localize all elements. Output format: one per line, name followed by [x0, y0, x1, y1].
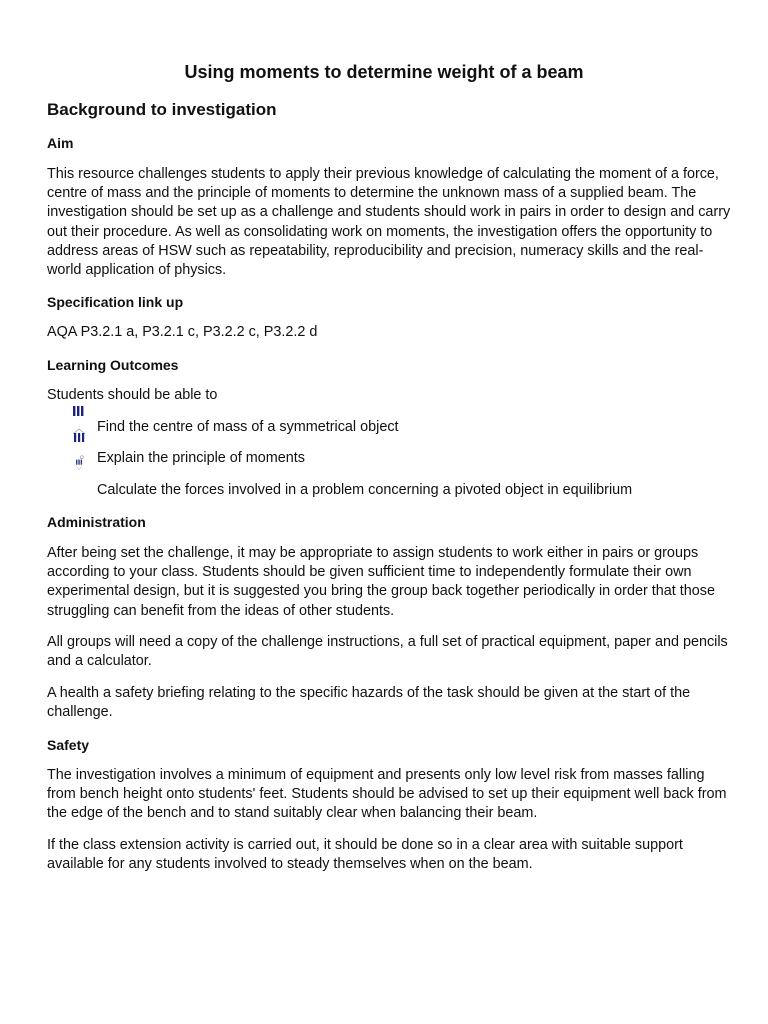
learning-outcomes-heading: Learning Outcomes	[47, 357, 179, 373]
safety-paragraph: The investigation involves a minimum of equipment and presents only low level risk from masses falling from bench height onto students' feet. Students should be advised to set up their equipment well back from the edge of the bench and to stand suitably clear when balancing their beam.	[47, 767, 727, 822]
administration-heading: Administration	[47, 514, 146, 530]
bullet-glyph-icon	[70, 455, 88, 471]
bullet-glyph-icon	[70, 405, 88, 421]
learning-outcome-item: Calculate the forces involved in a problem concerning a pivoted object in equilibrium	[97, 482, 633, 498]
specification-paragraph: AQA P3.2.1 a, P3.2.1 c, P3.2.2 c, P3.2.2 d	[47, 324, 318, 340]
specification-heading: Specification link up	[47, 294, 184, 310]
administration-paragraph: A health a safety briefing relating to the specific hazards of the task should be given at the start of the challenge.	[47, 685, 691, 721]
safety-paragraph: If the class extension activity is carried out, it should be done so in a clear area with suitable support available for any students involved to steady themselves when on the beam.	[47, 837, 683, 873]
learning-outcomes-intro: Students should be able to	[47, 387, 218, 403]
bullet-glyph-icon	[70, 428, 88, 444]
administration-paragraph: All groups will need a copy of the challenge instructions, a full set of practical equipment, paper and pencils and a calculator.	[47, 634, 728, 670]
learning-outcome-item: Explain the principle of moments	[97, 450, 305, 466]
aim-paragraph: This resource challenges students to apply their previous knowledge of calculating the moment of a force, centre of mass and the principle of moments to determine the unknown mass of a supplied beam. The investigation should be set up as a challenge and students should work in pairs in order to design and carry out their procedure. As well as consolidating work on moments, the investigation offers the opportunity to address areas of HSW such as repeatability, reproducibility and precision, numeracy skills and the real-world application of physics.	[47, 166, 731, 279]
safety-heading: Safety	[47, 737, 90, 753]
learning-outcome-item: Find the centre of mass of a symmetrical object	[97, 419, 399, 435]
aim-heading: Aim	[47, 135, 74, 151]
document-title: Using moments to determine weight of a beam	[184, 62, 584, 82]
administration-paragraph: After being set the challenge, it may be appropriate to assign students to work either in pairs or groups according to your class. Students should be given sufficient time to independently formulate their own experimental design, but it is suggested you bring the group back together periodically in order that those struggling can benefit from the ideas of other students.	[47, 545, 715, 619]
section-title: Background to investigation	[47, 100, 277, 119]
